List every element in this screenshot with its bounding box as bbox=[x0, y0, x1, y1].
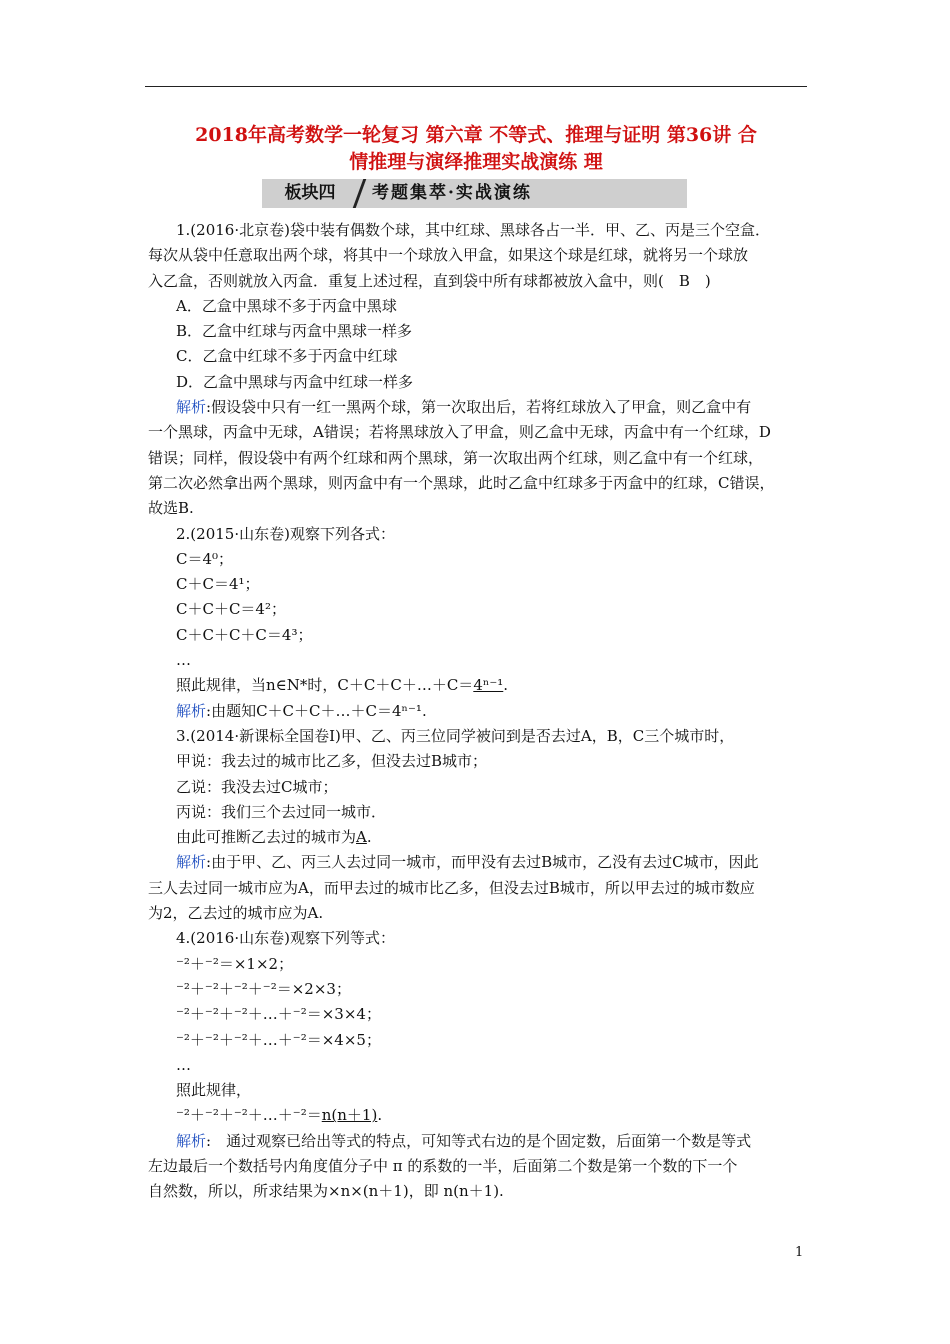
analysis-label: 解析 bbox=[176, 1131, 207, 1150]
q3-inference-text: 由此可推断乙去过的城市为 bbox=[176, 828, 357, 847]
q1-option-c: C．乙盒中红球不多于丙盒中红球 bbox=[176, 347, 398, 366]
q2-formula-line: C＝4⁰； bbox=[176, 549, 234, 568]
q3-answer: A bbox=[356, 828, 367, 847]
q2-rule-suffix: . bbox=[503, 676, 509, 695]
q1-analysis-line bbox=[148, 395, 813, 420]
banner-right-label: 考题集萃·实战演练 bbox=[372, 183, 532, 203]
section-banner bbox=[262, 179, 687, 208]
q4-equation-line: ⁻²＋⁻²＝×1×2； bbox=[176, 954, 294, 973]
q4-ellipsis: … bbox=[176, 1055, 191, 1074]
analysis-label: 解析 bbox=[176, 398, 207, 417]
q1-analysis-text: :假设袋中只有一红一黑两个球，第一次取出后，若将红球放入了甲盒，则乙盒中有 bbox=[206, 398, 752, 417]
top-rule bbox=[145, 86, 807, 87]
q3-inference-suffix: . bbox=[366, 828, 372, 847]
q4-analysis-text: : 通过观察已给出等式的特点，可知等式右边的是个固定数，后面第一个数是等式 bbox=[206, 1131, 752, 1150]
q4-rule-line bbox=[148, 1103, 813, 1128]
q4-answer: n(n＋1) bbox=[321, 1106, 378, 1125]
q1-analysis-line: 错误；同样，假设袋中有两个红球和两个黑球，第一次取出两个红球，则乙盒中有一个红球， bbox=[148, 448, 764, 467]
q1-stem-line: 每次从袋中任意取出两个球，将其中一个球放入甲盒，如果这个球是红球，就将另一个球放 bbox=[148, 246, 749, 265]
q2-analysis-text: :由题知C＋C＋C＋…＋C＝4ⁿ⁻¹. bbox=[206, 701, 427, 720]
q2-rule-line bbox=[148, 673, 813, 698]
q3-inference-line bbox=[148, 825, 813, 850]
q1-analysis-line: 故选B. bbox=[148, 499, 194, 518]
q2-rule-text: 照此规律，当n∈N*时，C＋C＋C＋…＋C＝ bbox=[176, 676, 474, 695]
q2-formula-line: C＋C＋C＝4²； bbox=[176, 600, 286, 619]
q4-rule-text: ⁻²＋⁻²＋⁻²＋…＋⁻²＝ bbox=[176, 1106, 322, 1125]
q3-analysis-text: :由于甲、乙、丙三人去过同一城市，而甲没有去过B城市，乙没有去过C城市，因此 bbox=[206, 853, 759, 872]
q4-analysis-line bbox=[148, 1129, 813, 1154]
q2-ellipsis: … bbox=[176, 651, 191, 670]
title-line-2: 情推理与演绎推理实战演练 理 bbox=[349, 151, 603, 173]
q4-analysis-line: 自然数，所以，所求结果为×n×(n＋1)，即 n(n＋1). bbox=[148, 1182, 504, 1201]
q4-rule-suffix: . bbox=[377, 1106, 383, 1125]
q4-equation-line: ⁻²＋⁻²＋⁻²＋…＋⁻²＝×3×4； bbox=[176, 1005, 381, 1024]
q4-rule-label: 照此规律， bbox=[176, 1081, 252, 1100]
page-number: 1 bbox=[795, 1245, 804, 1260]
q3-statement: 甲说：我去过的城市比乙多，但没去过B城市； bbox=[176, 752, 488, 771]
q2-formula-line: C＋C＝4¹； bbox=[176, 575, 260, 594]
analysis-label: 解析 bbox=[176, 701, 207, 720]
q1-option-b: B．乙盒中红球与丙盒中黑球一样多 bbox=[176, 322, 413, 341]
q4-stem: 4.(2016·山东卷)观察下列等式： bbox=[176, 929, 395, 948]
analysis-label: 解析 bbox=[176, 853, 207, 872]
q1-stem-line: 入乙盒，否则就放入丙盒．重复上述过程，直到袋中所有球都被放入盒中，则( B ) bbox=[148, 271, 711, 290]
q1-stem-line: 1.(2016·北京卷)袋中装有偶数个球，其中红球、黑球各占一半．甲、乙、丙是三个空盒． bbox=[176, 221, 770, 239]
q2-stem: 2.(2015·山东卷)观察下列各式： bbox=[176, 524, 395, 543]
q3-analysis-line: 为2，乙去过的城市应为A. bbox=[148, 904, 324, 923]
q1-option-a: A．乙盒中黑球不多于丙盒中黑球 bbox=[176, 296, 397, 315]
q3-statement: 丙说：我们三个去过同一城市． bbox=[176, 802, 387, 821]
document-body bbox=[148, 218, 813, 1205]
q1-analysis-line: 一个黑球，丙盒中无球，A错误；若将黑球放入了甲盒，则乙盒中无球，丙盒中有一个红球，D bbox=[148, 423, 771, 442]
q2-analysis-line bbox=[148, 699, 813, 724]
q3-stem: 3.(2014·新课标全国卷Ⅰ)甲、乙、丙三位同学被问到是否去过A，B，C三个城市时， bbox=[176, 726, 735, 745]
q4-equation-line: ⁻²＋⁻²＋⁻²＋⁻²＝×2×3； bbox=[176, 979, 351, 998]
q3-analysis-line: 三人去过同一城市应为A，而甲去过的城市比乙多，但没去过B城市，所以甲去过的城市数应 bbox=[148, 878, 755, 897]
q2-formula-line: C＋C＋C＋C＝4³； bbox=[176, 625, 313, 644]
q3-analysis-line bbox=[148, 850, 813, 875]
title-line-1: 2018年高考数学一轮复习 第六章 不等式、推理与证明 第36讲 合 bbox=[195, 124, 757, 146]
q3-statement: 乙说：我没去过C城市； bbox=[176, 777, 338, 796]
banner-left-label: 板块四 bbox=[284, 183, 336, 203]
document-title bbox=[140, 122, 812, 176]
q1-analysis-line: 第二次必然拿出两个黑球，则丙盒中有一个黑球，此时乙盒中红球多于丙盒中的红球，C错误， bbox=[148, 473, 775, 492]
q4-equation-line: ⁻²＋⁻²＋⁻²＋…＋⁻²＝×4×5； bbox=[176, 1030, 381, 1049]
q4-analysis-line: 左边最后一个数括号内角度值分子中 π 的系数的一半，后面第二个数是第一个数的下一个 bbox=[148, 1156, 738, 1175]
q2-answer: 4ⁿ⁻¹ bbox=[473, 676, 504, 695]
q1-option-d: D．乙盒中黑球与丙盒中红球一样多 bbox=[176, 372, 414, 391]
